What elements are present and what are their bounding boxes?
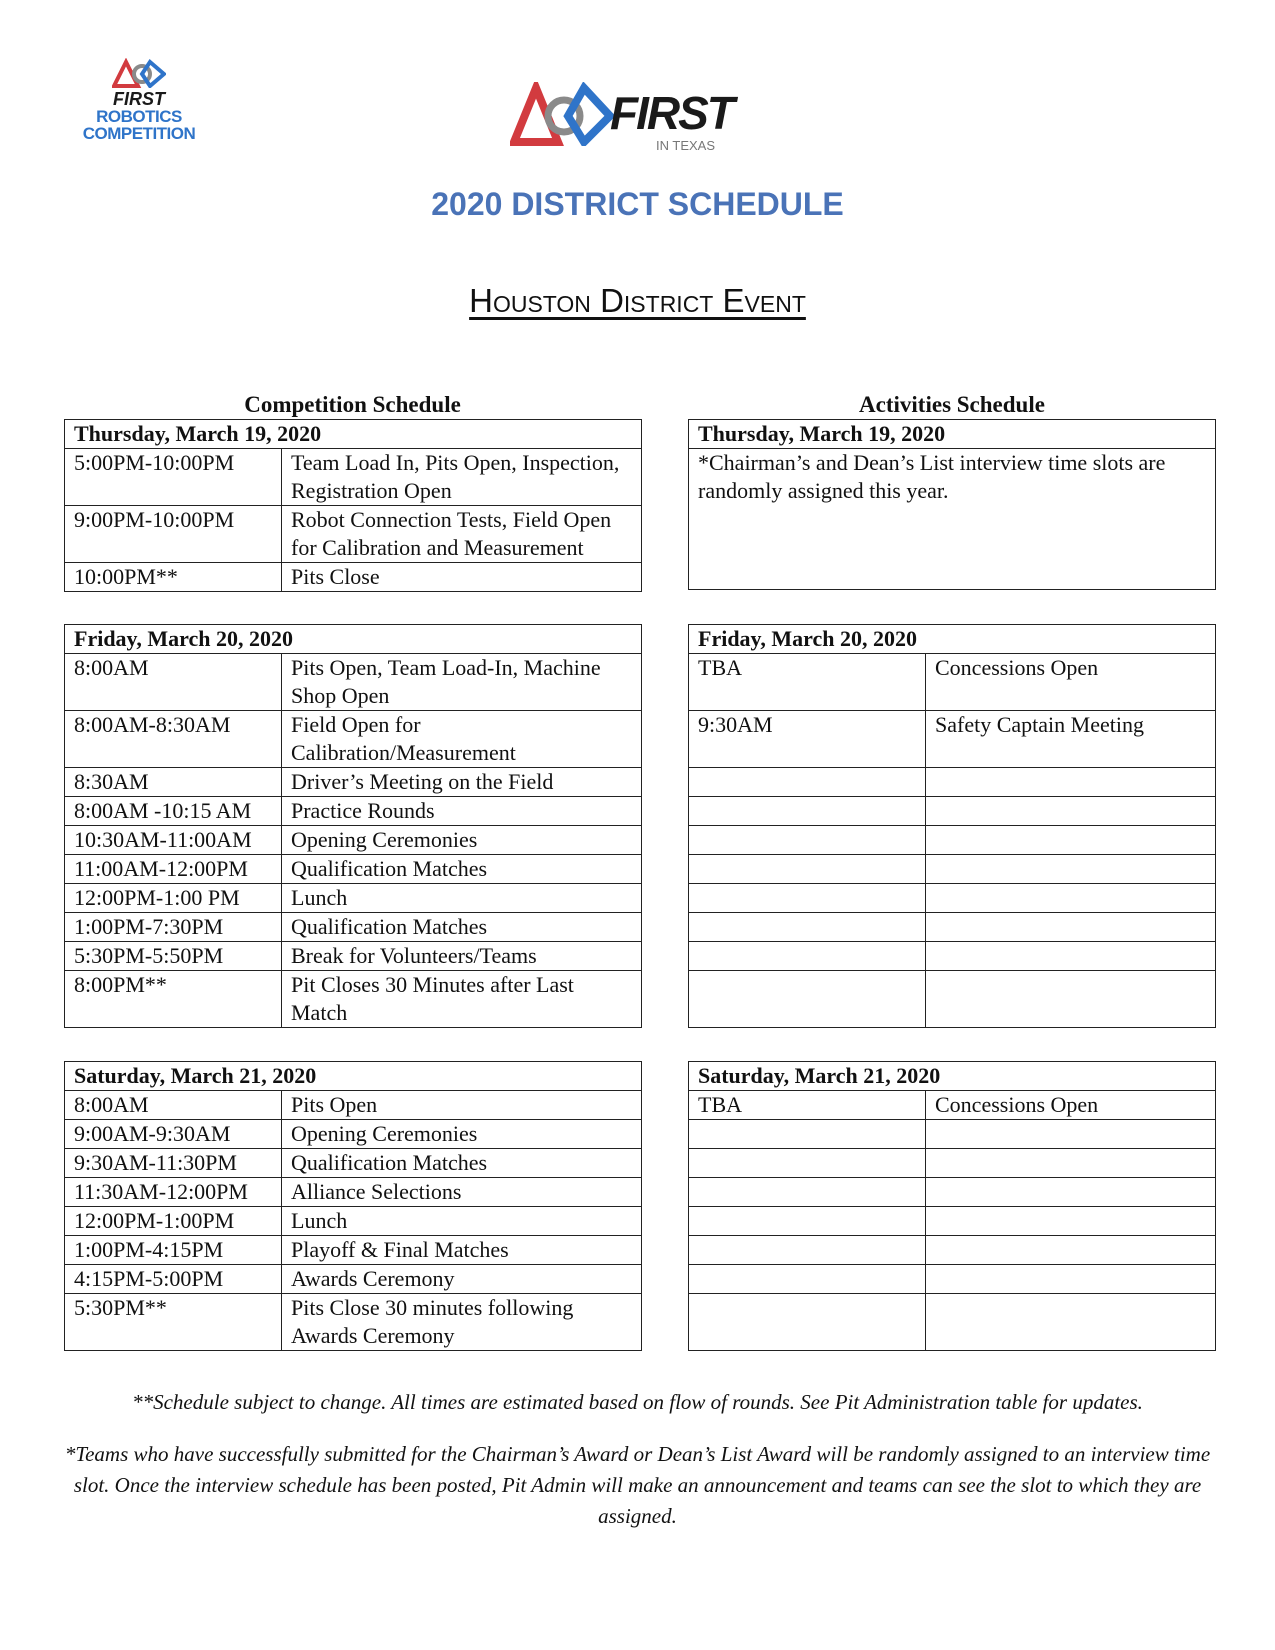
item-cell: Driver’s Meeting on the Field [282, 768, 642, 797]
empty-cell [689, 884, 926, 913]
empty-cell [926, 1294, 1216, 1351]
empty-cell [926, 884, 1216, 913]
empty-cell [689, 971, 926, 1028]
item-cell: Awards Ceremony [282, 1265, 642, 1294]
time-cell: 4:15PM-5:00PM [65, 1265, 282, 1294]
empty-cell [926, 797, 1216, 826]
time-cell: 9:00AM-9:30AM [65, 1120, 282, 1149]
time-cell: 12:00PM-1:00 PM [65, 884, 282, 913]
item-cell: Opening Ceremonies [282, 826, 642, 855]
time-cell: 9:30AM-11:30PM [65, 1149, 282, 1178]
time-cell: 8:00AM-8:30AM [65, 711, 282, 768]
frc-logo-line1: FIRST [113, 89, 165, 109]
first-logo-mark-icon [510, 82, 614, 146]
competition-thursday-table [64, 419, 642, 592]
empty-cell [926, 855, 1216, 884]
time-cell: 11:30AM-12:00PM [65, 1178, 282, 1207]
empty-cell [689, 1149, 926, 1178]
empty-cell [689, 1294, 926, 1351]
item-cell: Break for Volunteers/Teams [282, 942, 642, 971]
empty-cell [689, 797, 926, 826]
item-cell: Lunch [282, 1207, 642, 1236]
time-cell: 12:00PM-1:00PM [65, 1207, 282, 1236]
item-cell: Opening Ceremonies [282, 1120, 642, 1149]
time-cell: 8:00AM -10:15 AM [65, 797, 282, 826]
empty-cell [689, 942, 926, 971]
day-header: Saturday, March 21, 2020 [689, 1062, 1216, 1091]
day-header: Saturday, March 21, 2020 [65, 1062, 642, 1091]
time-cell: 10:30AM-11:00AM [65, 826, 282, 855]
empty-cell [926, 1178, 1216, 1207]
time-cell: 5:30PM** [65, 1294, 282, 1351]
time-cell: 5:30PM-5:50PM [65, 942, 282, 971]
interview-footnote: *Teams who have successfully submitted for the Chairman’s Award or Dean’s List Award will be randomly assigned to an interview time slot. Once the interview schedule has been posted, Pit Admin will make an announcement and teams can see the slot to which they are assigned. [64, 1442, 1211, 1528]
empty-cell [926, 1265, 1216, 1294]
empty-cell [689, 1207, 926, 1236]
event-title [0, 282, 1275, 320]
empty-cell [689, 913, 926, 942]
first-logo-region: IN TEXAS [656, 138, 716, 153]
empty-cell [689, 1236, 926, 1265]
time-cell: 8:00AM [65, 654, 282, 711]
time-cell: 1:00PM-4:15PM [65, 1236, 282, 1265]
time-cell: 1:00PM-7:30PM [65, 913, 282, 942]
first-in-texas-logo [510, 82, 770, 162]
item-cell: Pits Open, Team Load-In, Machine Shop Open [282, 654, 642, 711]
empty-cell [926, 942, 1216, 971]
item-cell: Pits Close 30 minutes following Awards Ceremony [282, 1294, 642, 1351]
empty-cell [926, 1207, 1216, 1236]
item-cell: Concessions Open [926, 654, 1216, 711]
time-cell: 10:00PM** [65, 563, 282, 592]
item-cell: Pits Open [282, 1091, 642, 1120]
empty-cell [689, 1265, 926, 1294]
item-cell: Pits Close [282, 563, 642, 592]
frc-logo-mark-icon [112, 58, 166, 88]
frc-logo-line2: ROBOTICS [96, 107, 182, 126]
empty-cell [926, 768, 1216, 797]
empty-cell [689, 855, 926, 884]
time-cell: TBA [689, 1091, 926, 1120]
empty-cell [689, 1178, 926, 1207]
day-header: Thursday, March 19, 2020 [65, 420, 642, 449]
time-cell: 8:00PM** [65, 971, 282, 1028]
item-cell: Robot Connection Tests, Field Open for Calibration and Measurement [282, 506, 642, 563]
time-cell: 8:30AM [65, 768, 282, 797]
activities-saturday-table [688, 1061, 1216, 1351]
item-cell: Field Open for Calibration/Measurement [282, 711, 642, 768]
event-title-text: Houston District Event [469, 282, 806, 319]
empty-cell [689, 768, 926, 797]
empty-cell [926, 913, 1216, 942]
empty-cell [689, 826, 926, 855]
competition-friday-table [64, 624, 642, 1028]
time-cell: 11:00AM-12:00PM [65, 855, 282, 884]
item-cell: Qualification Matches [282, 1149, 642, 1178]
item-cell: Pit Closes 30 Minutes after Last Match [282, 971, 642, 1028]
empty-cell [689, 1120, 926, 1149]
time-cell: TBA [689, 654, 926, 711]
item-cell: Team Load In, Pits Open, Inspection, Registration Open [282, 449, 642, 506]
item-cell: Concessions Open [926, 1091, 1216, 1120]
empty-cell [926, 826, 1216, 855]
day-header: Thursday, March 19, 2020 [689, 420, 1216, 449]
item-cell: Alliance Selections [282, 1178, 642, 1207]
frc-logo-line3: COMPETITION [82, 124, 196, 143]
competition-heading: Competition Schedule [244, 392, 461, 417]
interview-note-cell: *Chairman’s and Dean’s List interview time slots are randomly assigned this year. [689, 449, 1216, 590]
time-cell: 5:00PM-10:00PM [65, 449, 282, 506]
item-cell: Practice Rounds [282, 797, 642, 826]
activities-heading: Activities Schedule [859, 392, 1045, 417]
day-header: Friday, March 20, 2020 [65, 625, 642, 654]
time-cell: 9:00PM-10:00PM [65, 506, 282, 563]
schedule-footnote: **Schedule subject to change. All times are estimated based on flow of rounds. See Pit Administration table for updates. [132, 1390, 1143, 1414]
day-header: Friday, March 20, 2020 [689, 625, 1216, 654]
item-cell: Safety Captain Meeting [926, 711, 1216, 768]
time-cell: 9:30AM [689, 711, 926, 768]
empty-cell [926, 1120, 1216, 1149]
activities-friday-table [688, 624, 1216, 1028]
competition-saturday-table [64, 1061, 642, 1351]
item-cell: Lunch [282, 884, 642, 913]
empty-cell [926, 1236, 1216, 1265]
time-cell: 8:00AM [65, 1091, 282, 1120]
document-title: 2020 DISTRICT SCHEDULE [431, 186, 844, 222]
empty-cell [926, 971, 1216, 1028]
frc-logo [74, 58, 204, 158]
empty-cell [926, 1149, 1216, 1178]
activities-thursday-table [688, 419, 1216, 590]
item-cell: Playoff & Final Matches [282, 1236, 642, 1265]
first-logo-word: FIRST [610, 87, 733, 139]
item-cell: Qualification Matches [282, 913, 642, 942]
item-cell: Qualification Matches [282, 855, 642, 884]
